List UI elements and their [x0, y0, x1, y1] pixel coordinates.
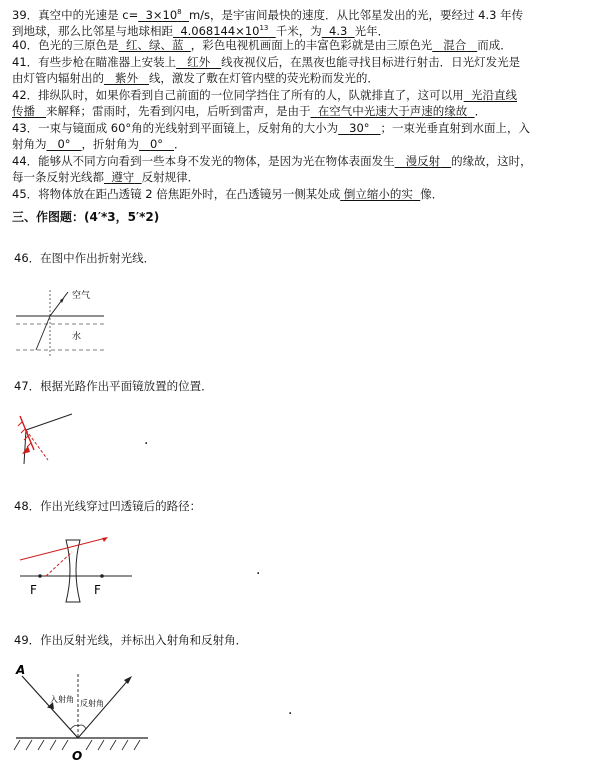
q46-label-water: 水 — [72, 332, 82, 342]
q41-text-c: 由灯管内辐射出的 — [12, 71, 104, 85]
q46-label-air: 空气 — [72, 291, 91, 301]
q44-line1 — [12, 153, 532, 169]
q48-label-f-left: F — [30, 583, 37, 597]
q43-answer-3: 0° — [149, 137, 164, 151]
q39-text-a: 39．真空中的光速是 c= — [12, 7, 139, 22]
q41-text-d: 线，激发了敷在灯管内壁的荧光粉而发光的． — [148, 71, 379, 85]
q40-text-b: ，彩色电视机画面上的丰富色彩就是由三原色光 — [190, 38, 433, 52]
q49-dot: . — [288, 702, 293, 718]
q47-mirror-hatch — [18, 422, 22, 426]
q43-text-e: ． — [174, 137, 186, 151]
q43-answer-2: 0° — [57, 137, 71, 151]
q41-answer-1: 红外 — [187, 55, 211, 69]
q48-ray — [20, 538, 106, 560]
q42-line1 — [12, 87, 517, 103]
q49-mirror-hatch — [134, 740, 140, 750]
q47-arrow-icon — [22, 446, 30, 454]
q45-text-b: 像． — [420, 187, 444, 201]
q42-answer-2: 在空气中光速大于声速的缘故 — [317, 104, 468, 118]
q49-figure — [12, 660, 152, 764]
q49-mirror-hatch — [122, 740, 128, 750]
q42-text-b: 来解释；雷雨时，先看到闪电，后听到雷声，是由于 — [45, 104, 311, 118]
q44-text-c: 每一条反射光线都 — [12, 170, 104, 184]
q49-mirror-hatch — [62, 740, 68, 750]
q45-line1 — [12, 186, 443, 202]
q40-answer-1: 红、绿、蓝 — [125, 38, 184, 52]
q45-answer-1: 倒立缩小的实 — [343, 187, 413, 201]
q41-line2 — [12, 70, 379, 86]
q39-answer-3: 4.3 — [329, 23, 348, 38]
q42-line2 — [12, 103, 486, 119]
q48-label-f-right: F — [94, 583, 101, 597]
q44-line2 — [12, 169, 199, 185]
q49-mirror-hatch — [38, 740, 44, 750]
q47-mirror-hatch — [27, 443, 31, 447]
q39-text-c: 到地球，那么比邻星与地球相距 — [12, 23, 173, 38]
q41-text-a: 41．有些步枪在瞄准器上安装上 — [12, 55, 177, 69]
q49-mirror-hatch — [26, 740, 32, 750]
q42-text-c: ． — [474, 104, 487, 118]
q43-text-d: ，折射角为 — [81, 137, 140, 151]
q48-prompt: 48．作出光线穿过凹透镜后的路径： — [14, 499, 202, 513]
q41-line1 — [12, 54, 520, 70]
q39-text-b: m/s，是宇宙间最快的速度．从比邻星发出的光，要经过 4.3 年传 — [188, 7, 524, 22]
q47-mirror-line — [20, 416, 34, 450]
q43-text-b: ；一束光垂直射到水面上，入 — [380, 121, 530, 135]
q44-text-a: 44．能够从不同方向看到一些本身不发光的物体，是因为光在物体表面发生 — [12, 154, 395, 168]
q49-label-reflect: 反射角 — [80, 699, 104, 708]
q42-text-a: 42．排纵队时，如果你看到自己前面的一位同学挡住了所有的人，队就排直了，这可以用 — [12, 88, 464, 102]
q48-dot: . — [256, 562, 261, 578]
q42-answer-1: 光沿直线 — [470, 88, 517, 102]
q48-focus-right — [100, 574, 104, 578]
q40-text-a: 40．色光的三原色是 — [12, 38, 119, 52]
q47-incident-ray — [26, 414, 72, 430]
q46-prompt: 46．在图中作出折射光线． — [14, 251, 156, 265]
q49-mirror-hatch — [86, 740, 92, 750]
q40-text-c: 而成． — [477, 38, 512, 52]
q41-answer-2: 紫外 — [114, 71, 138, 85]
q49-incident-angle-arc — [70, 726, 78, 731]
q46-incident-ray — [50, 292, 68, 316]
q43-line2 — [12, 136, 186, 152]
q49-prompt: 49．作出反射光线，并标出入射角和反射角． — [14, 633, 248, 647]
q48-figure — [16, 530, 136, 606]
q44-answer-1: 漫反射 — [405, 154, 441, 168]
q44-text-d: 反射规律． — [141, 170, 200, 184]
q41-text-b: 线夜视仪后，在黑夜也能寻找目标进行射击．日光灯发光是 — [221, 55, 521, 69]
q48-concave-lens — [66, 540, 80, 602]
q49-label-o: O — [72, 749, 83, 763]
section-header: 三、作图题：(4′*3，5′*2) — [12, 210, 160, 224]
q49-mirror-hatch — [50, 740, 56, 750]
q39-text-e: 光年． — [354, 23, 390, 38]
q43-text-c: 射角为 — [12, 137, 47, 151]
q49-mirror-hatch — [110, 740, 116, 750]
q43-answer-1: 30° — [349, 121, 370, 135]
q39-answer-2: $4.068144\times 10^{13}$ — [180, 23, 269, 38]
q48-focus-left — [38, 574, 42, 578]
q43-line1 — [12, 120, 530, 136]
q47-dot: . — [144, 432, 149, 448]
q46-figure — [10, 284, 130, 358]
q49-mirror-hatch — [98, 740, 104, 750]
q49-mirror-hatch — [14, 740, 20, 750]
q48-dashed-extension — [46, 552, 72, 576]
q39-answer-1: $3\times 10^8$ — [145, 7, 182, 22]
q45-text-a: 45．将物体放在距凸透镜 2 倍焦距外时，在凸透镜另一侧某处成 — [12, 187, 341, 201]
q42-answer-1b: 传播 — [12, 104, 35, 118]
q49-reflect-angle-arc — [78, 725, 86, 729]
q48-arrow-icon — [102, 537, 108, 542]
q40-line1 — [12, 37, 512, 53]
q39-text-d: 千米，为 — [275, 23, 322, 38]
q46-refracted-ray — [36, 316, 50, 350]
q40-answer-2: 混合 — [443, 38, 467, 52]
q44-answer-2: 遵守 — [111, 170, 135, 184]
q47-mirror-hatch — [21, 429, 25, 433]
q47-figure — [16, 408, 86, 468]
q43-text-a: 43．一束与镜面成 60°角的光线射到平面镜上，反射角的大小为 — [12, 121, 339, 135]
q47-reflected-ray — [24, 430, 26, 464]
q47-prompt: 47．根据光路作出平面镜放置的位置． — [14, 379, 213, 393]
q39-line2 — [12, 20, 389, 39]
q49-label-incident: 入射角 — [50, 695, 74, 704]
q44-text-b: 的缘故，这时， — [451, 154, 532, 168]
q49-label-a: A — [16, 663, 26, 677]
